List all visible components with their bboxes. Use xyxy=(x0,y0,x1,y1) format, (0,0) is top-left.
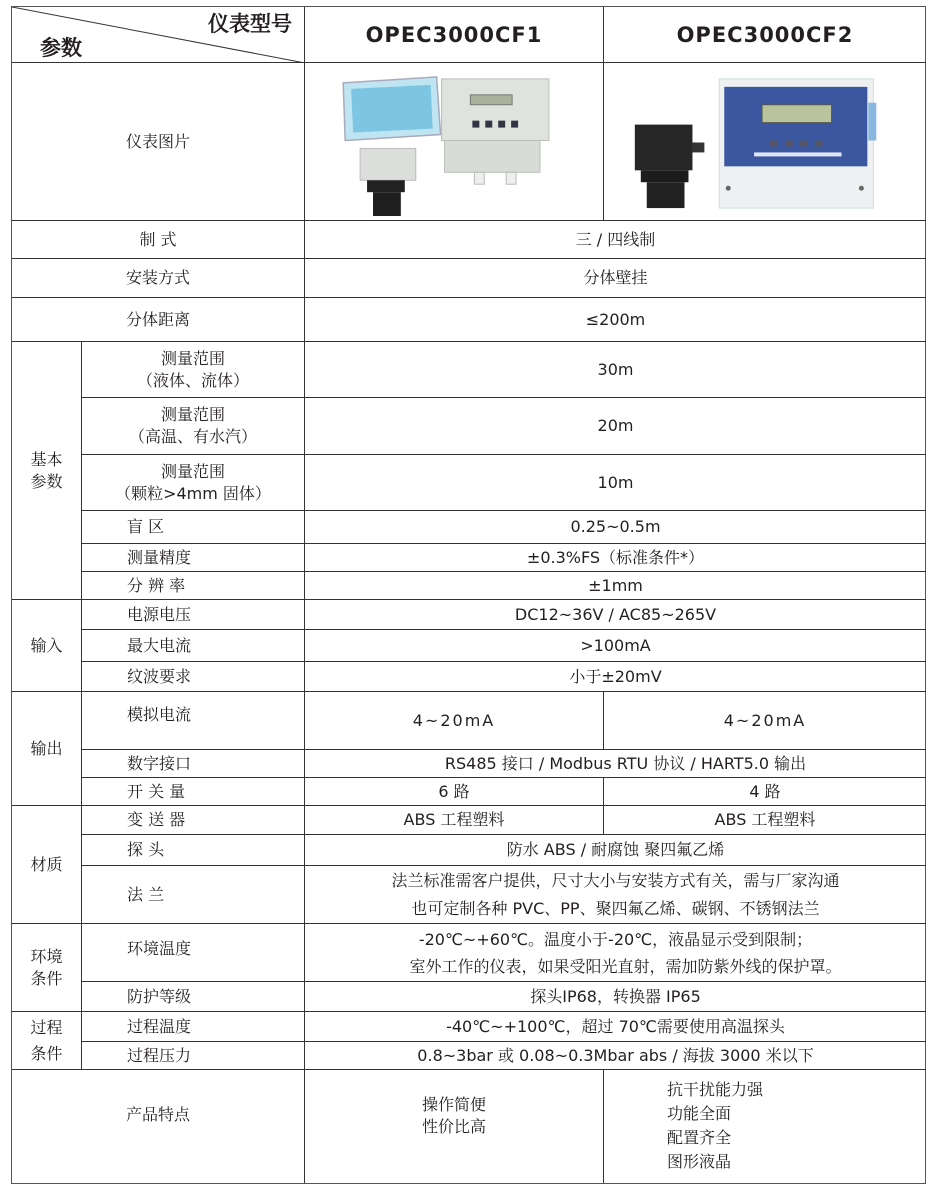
row-value-transmitter-cf1: ABS 工程塑料 xyxy=(305,806,604,835)
group-label-line2: 条件 xyxy=(30,1043,63,1063)
row-value-range-liquid: 30m xyxy=(305,342,926,398)
header-model-label: 仪表型号 xyxy=(208,12,292,36)
spec-table xyxy=(11,6,926,1184)
row-label-range-liquid xyxy=(82,342,305,398)
row-value-analog-cf1: 4~20mA xyxy=(305,692,604,750)
row-label-range-solid xyxy=(82,455,305,511)
meter-cf2-image xyxy=(604,63,926,220)
row-value-install: 分体壁挂 xyxy=(305,259,926,298)
label-line2: （液体、流体） xyxy=(136,370,249,390)
row-label-ambient-temp: 环境温度 xyxy=(82,924,305,982)
row-label-accuracy: 测量精度 xyxy=(82,544,305,572)
group-basic-params xyxy=(12,342,82,600)
features-cf2 xyxy=(604,1070,926,1183)
row-label-digital-interface: 数字接口 xyxy=(82,750,305,778)
value-line2: 也可定制各种 PVC、PP、聚四氟乙烯、碳钢、不锈钢法兰 xyxy=(411,898,820,918)
group-material: 材质 xyxy=(12,806,82,924)
value-line1: 法兰标准需客户提供，尺寸大小与安装方式有关，需与厂家沟通 xyxy=(391,870,840,890)
row-value-switch-cf1: 6 路 xyxy=(305,778,604,806)
row-label-supply-voltage: 电源电压 xyxy=(82,600,305,630)
label-line2: （高温、有水汽） xyxy=(128,427,257,446)
group-label-line1: 基本 xyxy=(30,449,63,469)
group-output: 输出 xyxy=(12,692,82,806)
group-label-line1: 过程 xyxy=(30,1017,63,1037)
value-line2: 室外工作的仪表，如果受阳光直射，需加防紫外线的保护罩。 xyxy=(409,956,842,976)
group-environment xyxy=(12,924,82,1012)
row-value-digital-interface: RS485 接口 / Modbus RTU 协议 / HART5.0 输出 xyxy=(305,750,926,778)
row-label-switch: 开 关 量 xyxy=(82,778,305,806)
row-value-supply-voltage: DC12~36V / AC85~265V xyxy=(305,600,926,630)
group-input: 输入 xyxy=(12,600,82,692)
row-label-max-current: 最大电流 xyxy=(82,630,305,662)
header-param-label: 参数 xyxy=(40,36,82,60)
label-line2: （颗粒>4mm 固体） xyxy=(115,483,271,503)
row-value-range-hightemp: 20m xyxy=(305,398,926,455)
row-value-max-current: >100mA xyxy=(305,630,926,662)
features-cf1 xyxy=(305,1070,604,1183)
model-header-cf1: OPEC3000CF1 xyxy=(305,7,604,63)
row-value-system: 三 / 四线制 xyxy=(305,221,926,259)
row-value-analog-cf2: 4~20mA xyxy=(604,692,926,750)
feature-item: 配置齐全 xyxy=(667,1128,732,1147)
header-corner-cell xyxy=(12,7,305,63)
feature-item: 功能全面 xyxy=(667,1104,732,1123)
row-value-ambient-temp xyxy=(305,924,926,982)
model-header-cf2: OPEC3000CF2 xyxy=(604,7,926,63)
row-value-flange xyxy=(305,866,926,924)
row-label-system: 制 式 xyxy=(12,221,305,259)
row-value-transmitter-cf2: ABS 工程塑料 xyxy=(604,806,926,835)
feature-item: 操作简便 xyxy=(421,1095,486,1114)
product-image-cf2 xyxy=(604,63,926,221)
row-label-process-temp: 过程温度 xyxy=(82,1012,305,1042)
value-line1: -20℃~+60℃。温度小于-20℃，液晶显示受到限制； xyxy=(418,929,813,949)
row-label-process-pressure: 过程压力 xyxy=(82,1042,305,1070)
row-value-probe: 防水 ABS / 耐腐蚀 聚四氟乙烯 xyxy=(305,835,926,866)
row-value-process-pressure: 0.8~3bar 或 0.08~0.3Mbar abs / 海拔 3000 米以下 xyxy=(305,1042,926,1070)
feature-item: 图形液晶 xyxy=(667,1152,732,1171)
feature-item: 抗干扰能力强 xyxy=(667,1080,764,1099)
group-process xyxy=(12,1012,82,1070)
photo-row-label: 仪表图片 xyxy=(12,63,305,221)
product-image-cf1 xyxy=(305,63,604,221)
group-label-line1: 环境 xyxy=(30,946,63,966)
row-value-protection: 探头IP68，转换器 IP65 xyxy=(305,982,926,1012)
row-label-transmitter: 变 送 器 xyxy=(82,806,305,835)
row-value-resolution: ±1mm xyxy=(305,572,926,600)
row-label-analog-current: 模拟电流 xyxy=(82,692,305,750)
row-value-distance: ≤200m xyxy=(305,298,926,342)
row-value-accuracy: ±0.3%FS（标准条件*） xyxy=(305,544,926,572)
label-line1: 测量范围 xyxy=(160,405,225,424)
row-value-ripple: 小于±20mV xyxy=(305,662,926,692)
row-label-resolution: 分 辨 率 xyxy=(82,572,305,600)
meter-cf1-image xyxy=(305,63,603,220)
label-line1: 测量范围 xyxy=(160,348,225,368)
row-label-protection: 防护等级 xyxy=(82,982,305,1012)
row-label-ripple: 纹波要求 xyxy=(82,662,305,692)
group-label-line2: 参数 xyxy=(30,471,63,491)
row-label-probe: 探 头 xyxy=(82,835,305,866)
row-label-range-hightemp xyxy=(82,398,305,455)
row-value-process-temp: -40℃~+100℃，超过 70℃需要使用高温探头 xyxy=(305,1012,926,1042)
group-label-line2: 条件 xyxy=(30,968,63,988)
row-value-blind-zone: 0.25~0.5m xyxy=(305,511,926,544)
row-label-features: 产品特点 xyxy=(12,1070,305,1183)
feature-item: 性价比高 xyxy=(421,1117,486,1136)
row-label-distance: 分体距离 xyxy=(12,298,305,342)
row-label-install: 安装方式 xyxy=(12,259,305,298)
row-value-switch-cf2: 4 路 xyxy=(604,778,926,806)
row-label-flange: 法 兰 xyxy=(82,866,305,924)
row-label-blind-zone: 盲 区 xyxy=(82,511,305,544)
label-line1: 测量范围 xyxy=(160,461,225,481)
row-value-range-solid: 10m xyxy=(305,455,926,511)
